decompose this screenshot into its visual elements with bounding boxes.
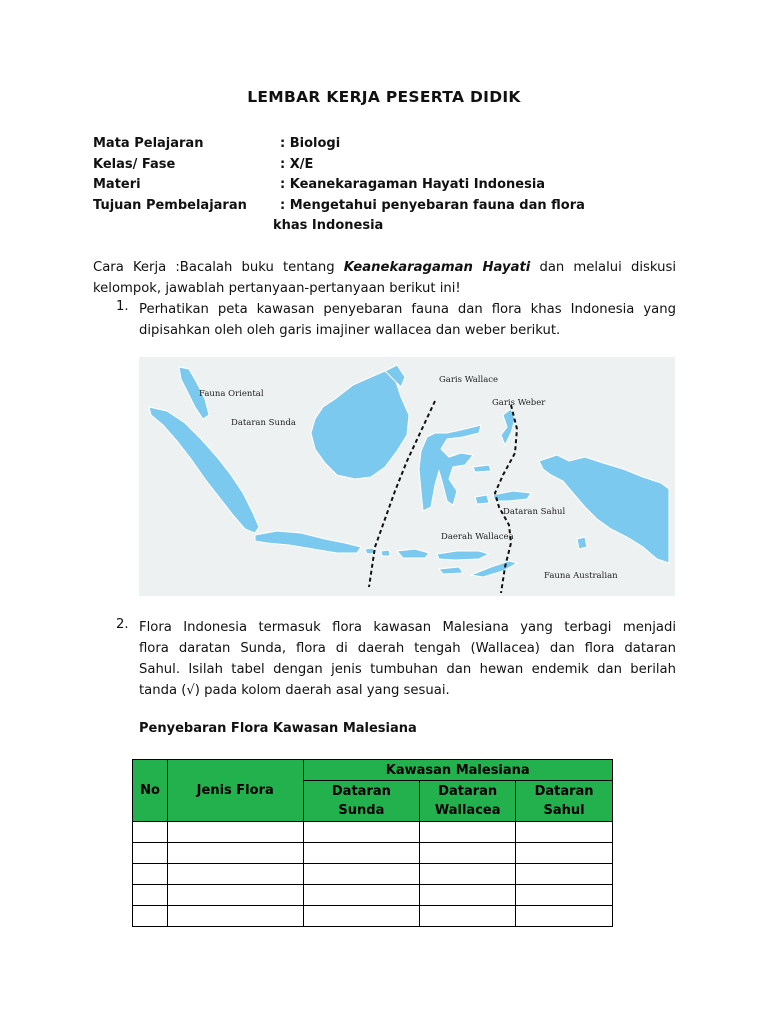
- table-cell[interactable]: [420, 906, 516, 927]
- table-cell[interactable]: [133, 843, 168, 864]
- meta-label: Mata Pelajaran: [93, 136, 204, 151]
- table-cell[interactable]: [420, 822, 516, 843]
- label-fauna-oriental: Fauna Oriental: [199, 389, 264, 399]
- table-cell[interactable]: [516, 906, 613, 927]
- table-cell[interactable]: [133, 906, 168, 927]
- instructions-emphasis: Keanekaragaman Hayati: [343, 260, 531, 275]
- instructions-line1: [93, 257, 676, 278]
- instructions-prefix: Cara Kerja :Bacalah buku tentang: [93, 260, 344, 275]
- table-cell[interactable]: [167, 843, 303, 864]
- aru-island: [577, 537, 587, 549]
- label-garis-wallace: Garis Wallace: [439, 375, 499, 385]
- indonesia-map: [139, 357, 675, 596]
- buru-island: [475, 495, 489, 504]
- meta-label: Tujuan Pembelajaran: [93, 197, 247, 213]
- table-cell[interactable]: [516, 822, 613, 843]
- label-fauna-australian: Fauna Australian: [544, 571, 618, 581]
- table-cell[interactable]: [303, 906, 420, 927]
- table-row: [133, 885, 613, 906]
- header-dataran-sunda: [303, 781, 420, 822]
- lombok-island: [381, 550, 390, 556]
- header-dataran-sahul-line1: Dataran: [534, 784, 594, 799]
- table-cell[interactable]: [133, 822, 168, 843]
- table-cell[interactable]: [303, 822, 420, 843]
- table-cell[interactable]: [303, 885, 420, 906]
- table-cell[interactable]: [516, 843, 613, 864]
- table-header-row: [133, 760, 613, 781]
- header-dataran-sunda-line1: Dataran: [331, 784, 391, 799]
- table-cell[interactable]: [133, 864, 168, 885]
- meta-value: : Biologi: [280, 136, 341, 151]
- map-svg: [139, 357, 675, 596]
- meta-value: : X/E: [280, 156, 314, 172]
- question-2-line1: Flora Indonesia termasuk flora kawasan Malesiana yang terbagi menjadi: [139, 620, 676, 635]
- table-cell[interactable]: [303, 864, 420, 885]
- instructions-line2: kelompok, jawablah pertanyaan-pertanyaan berikut ini!: [93, 281, 461, 296]
- table-cell[interactable]: [516, 864, 613, 885]
- table-section-title: Penyebaran Flora Kawasan Malesiana: [139, 721, 417, 736]
- table-row: [133, 864, 613, 885]
- header-dataran-sahul-line2: Sahul: [543, 803, 585, 818]
- table-cell[interactable]: [167, 864, 303, 885]
- page-title: LEMBAR KERJA PESERTA DIDIK: [247, 88, 521, 106]
- question-1-line1: Perhatikan peta kawasan penyebaran fauna dan flora khas Indonesia yang: [139, 302, 676, 317]
- meta-value: : Keanekaragaman Hayati Indonesia: [280, 177, 546, 192]
- question-1-line2: dipisahkan oleh oleh garis imajiner wallacea dan weber berikut.: [139, 323, 561, 338]
- header-jenis-flora: Jenis Flora: [167, 760, 303, 822]
- meta-label: Kelas/ Fase: [93, 156, 176, 172]
- header-dataran-wallacea-line2: Wallacea: [434, 803, 501, 818]
- table-cell[interactable]: [516, 885, 613, 906]
- question-2-line4: tanda (√) pada kolom daerah asal yang sesuai.: [139, 683, 450, 698]
- table-row: [133, 906, 613, 927]
- header-no: No: [133, 760, 168, 822]
- table-cell[interactable]: [420, 843, 516, 864]
- header-kawasan-malesiana: Kawasan Malesiana: [303, 760, 612, 781]
- header-dataran-wallacea: [420, 781, 516, 822]
- meta-value-continuation: khas Indonesia: [273, 218, 384, 233]
- label-daerah-wallacea: Daerah Wallacea: [441, 532, 514, 542]
- question-2-number: 2.: [116, 617, 129, 632]
- flora-table: [132, 759, 613, 927]
- question-2-line3: Sahul. Isilah tabel dengan jenis tumbuhan dan hewan endemik dan berilah: [139, 662, 676, 677]
- question-1-number: 1.: [116, 299, 129, 314]
- label-dataran-sahul: Dataran Sahul: [503, 507, 566, 517]
- header-dataran-sunda-line2: Sunda: [338, 803, 385, 818]
- label-dataran-sunda: Dataran Sunda: [231, 418, 296, 428]
- table-row: [133, 843, 613, 864]
- table-row: [133, 822, 613, 843]
- meta-label: Materi: [93, 177, 141, 192]
- header-dataran-wallacea-line1: Dataran: [438, 784, 498, 799]
- table-cell[interactable]: [303, 843, 420, 864]
- table-cell[interactable]: [167, 885, 303, 906]
- table-cell[interactable]: [133, 885, 168, 906]
- question-2-line2: flora daratan Sunda, flora di daerah tengah (Wallacea) dan flora dataran: [139, 641, 676, 656]
- table-cell[interactable]: [420, 885, 516, 906]
- table-cell[interactable]: [167, 822, 303, 843]
- instructions-suffix: dan melalui diskusi: [530, 260, 676, 275]
- header-dataran-sahul: [516, 781, 613, 822]
- table-cell[interactable]: [420, 864, 516, 885]
- meta-value: : Mengetahui penyebaran fauna dan flora: [280, 197, 585, 213]
- label-garis-weber: Garis Weber: [492, 398, 546, 408]
- table-cell[interactable]: [167, 906, 303, 927]
